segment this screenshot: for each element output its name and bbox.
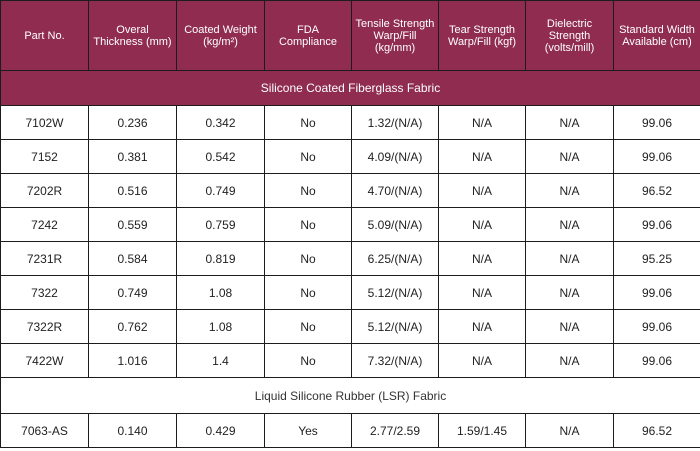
cell-coated-weight: 1.4 (177, 344, 265, 378)
cell-fda: No (265, 106, 352, 140)
cell-thickness: 0.749 (89, 276, 177, 310)
cell-width: 99.06 (614, 140, 700, 174)
cell-tensile: 6.25/(N/A) (352, 242, 439, 276)
cell-tear: N/A (439, 106, 526, 140)
cell-tensile: 7.32/(N/A) (352, 344, 439, 378)
cell-dielectric: N/A (526, 414, 614, 448)
cell-width: 99.06 (614, 276, 700, 310)
cell-width: 96.52 (614, 414, 700, 448)
cell-fda: No (265, 310, 352, 344)
table-row (1, 344, 700, 378)
col-header-tear: Tear Strength Warp/Fill (kgf) (439, 1, 526, 71)
cell-tensile: 5.09/(N/A) (352, 208, 439, 242)
section-header-row (1, 378, 700, 414)
cell-dielectric: N/A (526, 242, 614, 276)
cell-thickness: 0.559 (89, 208, 177, 242)
cell-width: 99.06 (614, 344, 700, 378)
cell-coated-weight: 1.08 (177, 276, 265, 310)
cell-dielectric: N/A (526, 106, 614, 140)
cell-fda: No (265, 344, 352, 378)
cell-width: 96.52 (614, 174, 700, 208)
cell-coated-weight: 0.342 (177, 106, 265, 140)
cell-tensile: 1.32/(N/A) (352, 106, 439, 140)
cell-thickness: 0.140 (89, 414, 177, 448)
col-header-coated-weight: Coated Weight (kg/m²) (177, 1, 265, 71)
cell-thickness: 0.762 (89, 310, 177, 344)
part-number-link[interactable]: 7322 (1, 276, 89, 310)
cell-fda: No (265, 174, 352, 208)
cell-tear: N/A (439, 140, 526, 174)
cell-thickness: 0.236 (89, 106, 177, 140)
part-number-link[interactable]: 7322R (1, 310, 89, 344)
table-row (1, 310, 700, 344)
cell-fda: No (265, 140, 352, 174)
cell-width: 95.25 (614, 242, 700, 276)
cell-tear: N/A (439, 310, 526, 344)
col-header-tensile: Tensile Strength Warp/Fill (kg/mm) (352, 1, 439, 71)
cell-tear: N/A (439, 174, 526, 208)
cell-coated-weight: 0.542 (177, 140, 265, 174)
cell-dielectric: N/A (526, 276, 614, 310)
col-header-width: Standard Width Available (cm) (614, 1, 700, 71)
col-header-dielectric: Dielectric Strength (volts/mill) (526, 1, 614, 71)
cell-tear: N/A (439, 276, 526, 310)
cell-width: 99.06 (614, 310, 700, 344)
part-number-link[interactable]: 7242 (1, 208, 89, 242)
table-row (1, 174, 700, 208)
part-number-link[interactable]: 7202R (1, 174, 89, 208)
col-header-thickness: Overal Thickness (mm) (89, 1, 177, 71)
cell-coated-weight: 0.759 (177, 208, 265, 242)
cell-thickness: 0.381 (89, 140, 177, 174)
part-number-link[interactable]: 7152 (1, 140, 89, 174)
cell-width: 99.06 (614, 106, 700, 140)
part-number-link[interactable]: 7063-AS (1, 414, 89, 448)
cell-fda: No (265, 276, 352, 310)
section-header-row (1, 71, 700, 106)
col-header-part-no: Part No. (1, 1, 89, 71)
cell-width: 99.06 (614, 208, 700, 242)
cell-coated-weight: 0.819 (177, 242, 265, 276)
table-row (1, 140, 700, 174)
cell-tear: N/A (439, 344, 526, 378)
cell-coated-weight: 1.08 (177, 310, 265, 344)
cell-coated-weight: 0.429 (177, 414, 265, 448)
cell-fda: Yes (265, 414, 352, 448)
cell-thickness: 1.016 (89, 344, 177, 378)
cell-dielectric: N/A (526, 174, 614, 208)
section-title: Silicone Coated Fiberglass Fabric (1, 71, 700, 106)
cell-tear: 1.59/1.45 (439, 414, 526, 448)
table-row (1, 276, 700, 310)
cell-tear: N/A (439, 208, 526, 242)
cell-tensile: 4.09/(N/A) (352, 140, 439, 174)
cell-thickness: 0.584 (89, 242, 177, 276)
cell-tensile: 5.12/(N/A) (352, 276, 439, 310)
part-number-link[interactable]: 7231R (1, 242, 89, 276)
table-row (1, 242, 700, 276)
table-row (1, 106, 700, 140)
cell-dielectric: N/A (526, 344, 614, 378)
cell-fda: No (265, 208, 352, 242)
cell-tensile: 5.12/(N/A) (352, 310, 439, 344)
cell-fda: No (265, 242, 352, 276)
part-number-link[interactable]: 7422W (1, 344, 89, 378)
cell-tear: N/A (439, 242, 526, 276)
cell-tensile: 2.77/2.59 (352, 414, 439, 448)
header-row (1, 1, 700, 71)
table-row (1, 208, 700, 242)
section-title: Liquid Silicone Rubber (LSR) Fabric (1, 378, 700, 414)
cell-coated-weight: 0.749 (177, 174, 265, 208)
cell-dielectric: N/A (526, 140, 614, 174)
part-number-link[interactable]: 7102W (1, 106, 89, 140)
table-row (1, 414, 700, 448)
cell-dielectric: N/A (526, 208, 614, 242)
cell-dielectric: N/A (526, 310, 614, 344)
cell-tensile: 4.70/(N/A) (352, 174, 439, 208)
col-header-fda: FDA Compliance (265, 1, 352, 71)
cell-thickness: 0.516 (89, 174, 177, 208)
